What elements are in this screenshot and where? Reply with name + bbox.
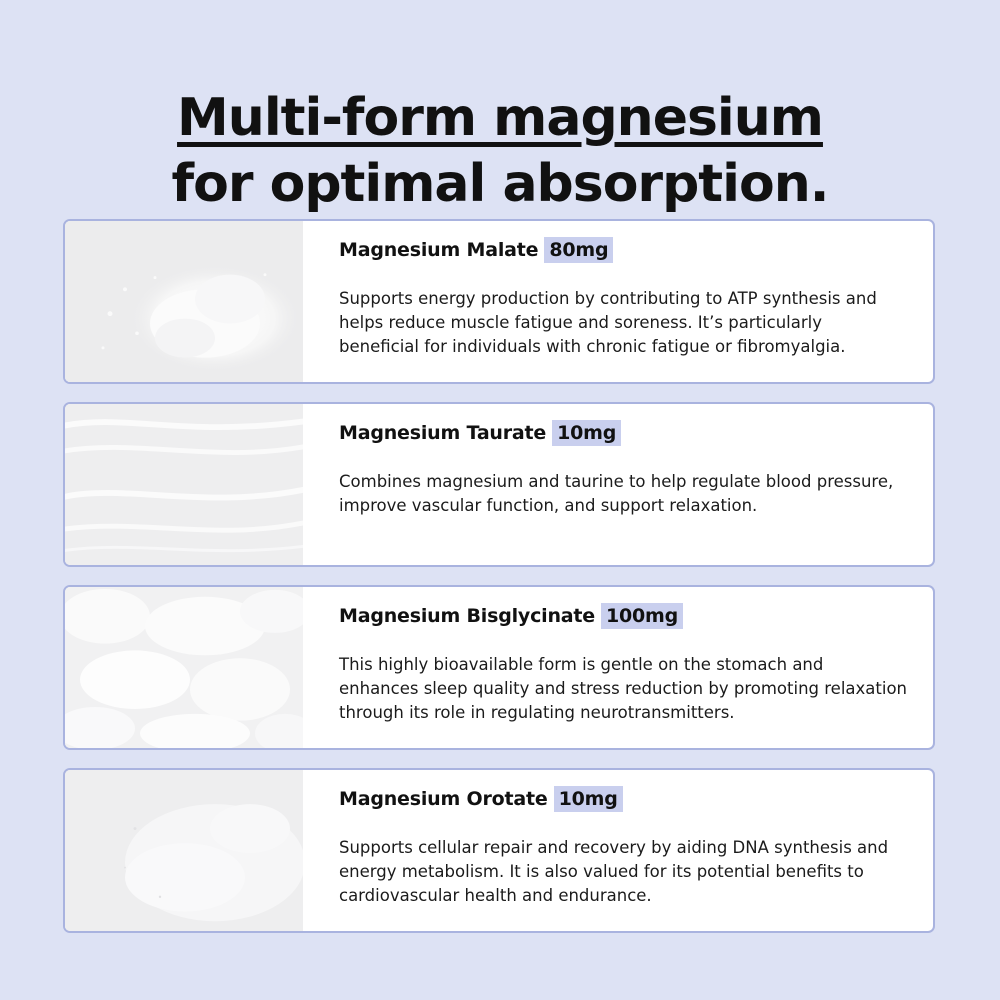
card-title-row (339, 420, 913, 446)
ingredient-name: Magnesium Malate (339, 239, 539, 261)
ingredient-description: Combines magnesium and taurine to help regulate blood pressure, improve vascular function, and support relaxation. (339, 472, 894, 515)
card-magnesium-bisglycinate (63, 585, 935, 750)
ingredient-name: Magnesium Taurate (339, 422, 547, 444)
headline-line-1: Multi-form magnesium (177, 87, 823, 148)
powder-smear-image (65, 770, 303, 931)
dose-badge: 10mg (552, 420, 621, 446)
card-title-row (339, 237, 913, 263)
headline-line-2: for optimal absorption. (171, 153, 829, 214)
powder-streaks-image (65, 404, 303, 565)
page-headline (0, 85, 1000, 217)
powder-pile-image (65, 221, 303, 382)
card-magnesium-malate (63, 219, 935, 384)
dose-badge: 80mg (544, 237, 613, 263)
card-title-row (339, 603, 913, 629)
ingredient-description: Supports energy production by contributing to ATP synthesis and helps reduce muscle fatigue and soreness. It’s particularly beneficial for individuals with chronic fatigue or fibromyalgia. (339, 289, 877, 356)
powder-texture-image (65, 587, 303, 748)
ingredient-name: Magnesium Orotate (339, 788, 548, 810)
card-magnesium-taurate (63, 402, 935, 567)
ingredient-name: Magnesium Bisglycinate (339, 605, 595, 627)
card-magnesium-orotate (63, 768, 935, 933)
ingredient-description: This highly bioavailable form is gentle on the stomach and enhances sleep quality and stress reduction by promoting relaxation through its role in regulating neurotransmitters. (339, 655, 908, 722)
card-title-row (339, 786, 913, 812)
dose-badge: 100mg (601, 603, 683, 629)
ingredient-description: Supports cellular repair and recovery by aiding DNA synthesis and energy metabolism. It is also valued for its potential benefits to cardiovascular health and endurance. (339, 838, 889, 905)
dose-badge: 10mg (554, 786, 623, 812)
